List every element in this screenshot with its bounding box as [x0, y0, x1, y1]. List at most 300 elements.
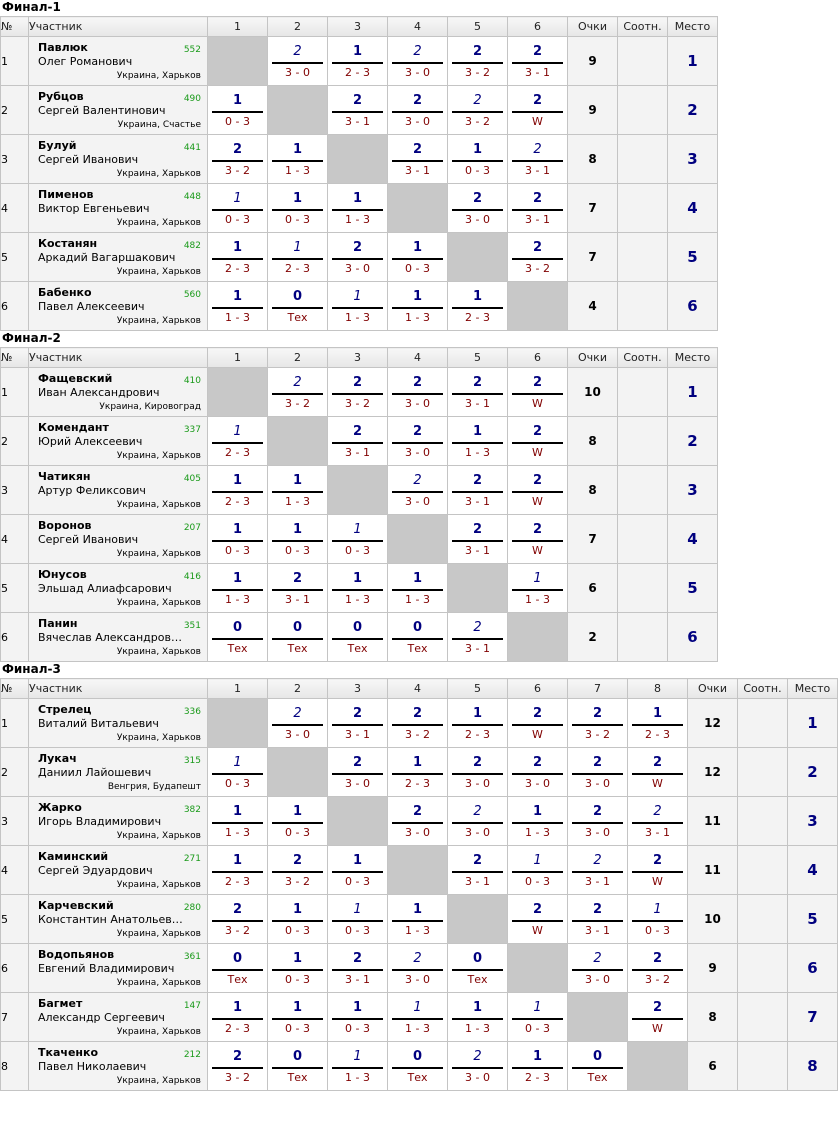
player-first-name: Павел Николаевич — [38, 1060, 147, 1073]
player-number: 4 — [1, 846, 29, 895]
col-ratio-header: Соотн. — [618, 348, 668, 368]
match-cell[interactable] — [268, 515, 328, 564]
match-points: 2 — [532, 706, 543, 721]
match-points: 2 — [592, 706, 603, 721]
points-cell: 10 — [688, 895, 738, 944]
match-cell[interactable] — [208, 233, 268, 282]
match-score: 0 - 3 — [285, 973, 310, 986]
player-location: Украина, Харьков — [116, 733, 201, 743]
ratio-cell — [738, 748, 788, 797]
match-cell[interactable] — [328, 993, 388, 1042]
match-score: 3 - 1 — [345, 115, 370, 128]
col-place-header: Место — [668, 348, 718, 368]
match-score: 3 - 1 — [645, 826, 670, 839]
match-cell[interactable] — [508, 184, 568, 233]
match-cell[interactable] — [628, 797, 688, 846]
ratio-cell — [618, 417, 668, 466]
match-cell[interactable] — [448, 613, 508, 662]
match-cell[interactable] — [388, 699, 448, 748]
match-cell[interactable] — [328, 417, 388, 466]
match-points: 2 — [412, 142, 423, 157]
match-cell[interactable] — [268, 1042, 328, 1091]
place-cell: 1 — [668, 368, 718, 417]
col-points-header: Очки — [568, 17, 618, 37]
points-cell: 4 — [568, 282, 618, 331]
match-points: 2 — [593, 853, 602, 868]
match-cell[interactable] — [208, 1042, 268, 1091]
match-cell[interactable] — [508, 748, 568, 797]
player-surname[interactable]: Комендант — [38, 421, 109, 434]
match-cell[interactable] — [628, 944, 688, 993]
score-divider — [512, 724, 563, 726]
match-cell[interactable] — [508, 37, 568, 86]
player-number: 3 — [1, 466, 29, 515]
match-points: 2 — [653, 804, 662, 819]
match-points: 0 — [592, 1049, 603, 1064]
match-cell[interactable] — [388, 368, 448, 417]
match-cell[interactable] — [268, 233, 328, 282]
match-cell[interactable] — [388, 282, 448, 331]
player-row — [1, 699, 838, 748]
points-cell: 11 — [688, 797, 738, 846]
ratio-cell — [738, 993, 788, 1042]
match-score: 1 - 3 — [465, 1022, 490, 1035]
group-title: Финал-1 — [2, 0, 61, 14]
match-points: 1 — [232, 473, 243, 488]
player-surname[interactable]: Воронов — [38, 519, 92, 532]
match-score: 2 - 3 — [405, 777, 430, 790]
match-cell[interactable] — [628, 993, 688, 1042]
score-divider — [512, 920, 563, 922]
match-points: 1 — [653, 902, 662, 917]
player-row — [1, 233, 718, 282]
score-divider — [572, 871, 623, 873]
match-cell[interactable] — [388, 993, 448, 1042]
score-divider — [512, 822, 563, 824]
score-divider — [512, 773, 563, 775]
match-points: 1 — [232, 93, 243, 108]
player-cell — [29, 515, 208, 564]
match-cell[interactable] — [568, 699, 628, 748]
match-cell[interactable] — [268, 135, 328, 184]
player-surname[interactable]: Лукач — [38, 752, 77, 765]
score-divider — [452, 1018, 503, 1020]
header-row — [1, 679, 838, 699]
points-cell: 12 — [688, 699, 738, 748]
col-place-header: Место — [668, 17, 718, 37]
match-score: 0 - 3 — [405, 262, 430, 275]
ratio-cell — [618, 515, 668, 564]
match-score: 1 - 3 — [405, 1022, 430, 1035]
match-cell[interactable] — [328, 944, 388, 993]
player-row — [1, 613, 718, 662]
match-cell[interactable] — [568, 846, 628, 895]
player-first-name: Евгений Владимирович — [38, 962, 175, 975]
col-opponent-header: 2 — [268, 679, 328, 699]
match-score: 3 - 2 — [345, 397, 370, 410]
col-opponent-header: 1 — [208, 348, 268, 368]
match-points: 1 — [472, 142, 483, 157]
score-divider — [572, 920, 623, 922]
match-cell[interactable] — [448, 135, 508, 184]
player-surname[interactable]: Фащевский — [38, 372, 113, 385]
score-divider — [512, 1018, 563, 1020]
match-cell[interactable] — [568, 895, 628, 944]
score-divider — [332, 1067, 383, 1069]
match-points: 2 — [592, 755, 603, 770]
match-cell[interactable] — [268, 993, 328, 1042]
score-divider — [212, 209, 263, 211]
match-points: 2 — [413, 44, 422, 59]
match-score: 3 - 2 — [645, 973, 670, 986]
match-cell[interactable] — [328, 37, 388, 86]
player-surname[interactable]: Багмет — [38, 997, 83, 1010]
points-cell: 6 — [568, 564, 618, 613]
match-points: 2 — [352, 706, 363, 721]
match-score: Тех — [347, 642, 368, 655]
place-cell: 4 — [668, 515, 718, 564]
ratio-cell — [618, 368, 668, 417]
match-cell[interactable] — [328, 368, 388, 417]
match-cell[interactable] — [208, 184, 268, 233]
col-player-header: Участник — [29, 348, 208, 368]
match-cell[interactable] — [448, 368, 508, 417]
player-row — [1, 368, 718, 417]
match-cell[interactable] — [328, 1042, 388, 1091]
match-cell[interactable] — [448, 184, 508, 233]
match-points: 2 — [472, 522, 483, 537]
match-cell[interactable] — [388, 797, 448, 846]
match-points: 1 — [353, 902, 362, 917]
match-cell[interactable] — [448, 417, 508, 466]
player-cell — [29, 135, 208, 184]
match-cell[interactable] — [448, 515, 508, 564]
match-cell[interactable] — [328, 515, 388, 564]
player-surname[interactable]: Павлюк — [38, 41, 88, 54]
match-cell[interactable] — [328, 613, 388, 662]
match-cell[interactable] — [448, 466, 508, 515]
match-cell[interactable] — [388, 233, 448, 282]
match-points: 2 — [232, 142, 243, 157]
ratio-cell — [618, 135, 668, 184]
standings-table — [0, 347, 718, 662]
player-cell — [29, 417, 208, 466]
match-cell[interactable] — [628, 699, 688, 748]
match-cell[interactable] — [508, 86, 568, 135]
match-score: 3 - 0 — [345, 262, 370, 275]
score-divider — [332, 969, 383, 971]
col-place-header: Место — [788, 679, 838, 699]
player-surname[interactable]: Жарко — [38, 801, 82, 814]
match-points: 0 — [292, 620, 303, 635]
match-points: 1 — [232, 1000, 243, 1015]
match-score: 3 - 1 — [345, 446, 370, 459]
match-cell[interactable] — [508, 564, 568, 613]
player-location: Украина, Харьков — [116, 647, 201, 657]
match-cell[interactable] — [208, 135, 268, 184]
match-points: 1 — [233, 755, 242, 770]
ratio-cell — [618, 37, 668, 86]
match-cell[interactable] — [328, 282, 388, 331]
player-cell — [29, 368, 208, 417]
match-cell[interactable] — [448, 944, 508, 993]
match-cell[interactable] — [628, 846, 688, 895]
points-cell: 9 — [688, 944, 738, 993]
score-divider — [452, 822, 503, 824]
match-score: 3 - 1 — [525, 66, 550, 79]
match-cell[interactable] — [388, 417, 448, 466]
match-cell[interactable] — [208, 993, 268, 1042]
match-cell[interactable] — [448, 37, 508, 86]
player-surname[interactable]: Юнусов — [38, 568, 87, 581]
match-cell[interactable] — [328, 233, 388, 282]
match-cell[interactable] — [628, 748, 688, 797]
player-first-name: Сергей Иванович — [38, 533, 139, 546]
score-divider — [212, 540, 263, 542]
match-cell[interactable] — [208, 748, 268, 797]
match-cell[interactable] — [388, 564, 448, 613]
match-cell[interactable] — [268, 282, 328, 331]
match-cell[interactable] — [268, 846, 328, 895]
match-score: 3 - 0 — [585, 777, 610, 790]
match-cell[interactable] — [328, 846, 388, 895]
player-surname[interactable]: Костанян — [38, 237, 98, 250]
player-surname[interactable]: Чатикян — [38, 470, 91, 483]
col-opponent-header: 3 — [328, 348, 388, 368]
match-score: Тех — [407, 642, 428, 655]
score-divider — [632, 920, 683, 922]
points-cell: 8 — [568, 466, 618, 515]
match-points: 2 — [352, 240, 363, 255]
match-cell[interactable] — [208, 613, 268, 662]
player-cell — [29, 748, 208, 797]
player-surname[interactable]: Стрелец — [38, 703, 92, 716]
match-cell[interactable] — [208, 895, 268, 944]
match-score: 3 - 2 — [225, 1071, 250, 1084]
player-rating: 410 — [183, 376, 201, 386]
col-opponent-header: 8 — [628, 679, 688, 699]
match-cell[interactable] — [328, 86, 388, 135]
match-cell[interactable] — [268, 466, 328, 515]
match-cell[interactable] — [628, 895, 688, 944]
col-opponent-header: 2 — [268, 17, 328, 37]
score-divider — [272, 638, 323, 640]
player-number: 4 — [1, 184, 29, 233]
match-cell[interactable] — [268, 613, 328, 662]
match-cell[interactable] — [208, 846, 268, 895]
match-cell[interactable] — [568, 797, 628, 846]
match-cell[interactable] — [208, 515, 268, 564]
match-cell[interactable] — [328, 184, 388, 233]
match-cell[interactable] — [568, 748, 628, 797]
place-cell: 6 — [668, 282, 718, 331]
match-cell[interactable] — [328, 564, 388, 613]
match-score: 1 - 3 — [405, 593, 430, 606]
score-divider — [272, 822, 323, 824]
match-score: 3 - 1 — [525, 164, 550, 177]
match-cell[interactable] — [388, 37, 448, 86]
match-score: 2 - 3 — [225, 495, 250, 508]
match-score: W — [532, 544, 543, 557]
self-cell — [508, 282, 568, 331]
match-cell[interactable] — [508, 368, 568, 417]
match-cell[interactable] — [448, 797, 508, 846]
match-cell[interactable] — [268, 797, 328, 846]
match-cell[interactable] — [388, 466, 448, 515]
match-cell[interactable] — [388, 895, 448, 944]
match-cell[interactable] — [328, 748, 388, 797]
match-points: 2 — [652, 951, 663, 966]
ratio-cell — [618, 282, 668, 331]
match-score: 3 - 0 — [585, 826, 610, 839]
match-cell[interactable] — [508, 895, 568, 944]
match-cell[interactable] — [388, 944, 448, 993]
match-cell[interactable] — [388, 86, 448, 135]
match-cell[interactable] — [448, 86, 508, 135]
self-cell — [328, 466, 388, 515]
col-opponent-header: 1 — [208, 679, 268, 699]
match-points: 1 — [292, 1000, 303, 1015]
match-cell[interactable] — [508, 466, 568, 515]
match-cell[interactable] — [508, 1042, 568, 1091]
match-cell[interactable] — [388, 748, 448, 797]
match-cell[interactable] — [208, 282, 268, 331]
player-first-name: Юрий Алексеевич — [38, 435, 143, 448]
match-cell[interactable] — [508, 135, 568, 184]
score-divider — [512, 540, 563, 542]
match-cell[interactable] — [268, 184, 328, 233]
match-score: Тех — [587, 1071, 608, 1084]
match-score: 3 - 2 — [405, 728, 430, 741]
match-score: 3 - 1 — [465, 544, 490, 557]
player-cell — [29, 37, 208, 86]
match-cell[interactable] — [268, 699, 328, 748]
match-cell[interactable] — [508, 797, 568, 846]
player-number: 5 — [1, 233, 29, 282]
place-cell: 5 — [668, 233, 718, 282]
match-score: 3 - 2 — [225, 924, 250, 937]
match-score: 0 - 3 — [285, 826, 310, 839]
match-cell[interactable] — [508, 993, 568, 1042]
match-cell[interactable] — [508, 515, 568, 564]
match-cell[interactable] — [388, 135, 448, 184]
score-divider — [392, 724, 443, 726]
match-cell[interactable] — [508, 233, 568, 282]
score-divider — [452, 969, 503, 971]
place-cell: 3 — [668, 466, 718, 515]
match-cell[interactable] — [568, 944, 628, 993]
match-cell[interactable] — [448, 1042, 508, 1091]
player-row — [1, 895, 838, 944]
player-cell — [29, 184, 208, 233]
player-row — [1, 37, 718, 86]
group-section — [0, 0, 839, 331]
score-divider — [272, 871, 323, 873]
match-cell[interactable] — [268, 37, 328, 86]
match-cell[interactable] — [268, 944, 328, 993]
match-score: 1 - 3 — [345, 1071, 370, 1084]
match-cell[interactable] — [448, 846, 508, 895]
match-cell[interactable] — [268, 895, 328, 944]
match-cell[interactable] — [328, 699, 388, 748]
match-score: 1 - 3 — [465, 446, 490, 459]
player-surname[interactable]: Панин — [38, 617, 78, 630]
match-score: Тех — [467, 973, 488, 986]
match-points: 2 — [532, 375, 543, 390]
player-surname[interactable]: Пименов — [38, 188, 94, 201]
player-location: Украина, Харьков — [116, 500, 201, 510]
match-cell[interactable] — [268, 564, 328, 613]
match-score: 2 - 3 — [345, 66, 370, 79]
match-points: 2 — [593, 951, 602, 966]
player-cell — [29, 233, 208, 282]
score-divider — [572, 1067, 623, 1069]
points-cell: 8 — [568, 135, 618, 184]
player-cell — [29, 895, 208, 944]
match-cell[interactable] — [268, 368, 328, 417]
match-cell[interactable] — [328, 895, 388, 944]
player-surname[interactable]: Бабенко — [38, 286, 92, 299]
player-surname[interactable]: Булуй — [38, 139, 77, 152]
match-points: 1 — [292, 902, 303, 917]
match-cell[interactable] — [208, 417, 268, 466]
player-surname[interactable]: Водопьянов — [38, 948, 115, 961]
match-points: 2 — [532, 424, 543, 439]
match-points: 1 — [232, 289, 243, 304]
match-cell[interactable] — [508, 699, 568, 748]
player-location: Украина, Харьков — [116, 218, 201, 228]
player-location: Украина, Харьков — [116, 978, 201, 988]
match-cell[interactable] — [448, 282, 508, 331]
score-divider — [452, 393, 503, 395]
col-opponent-header: 4 — [388, 679, 448, 699]
player-surname[interactable]: Карчевский — [38, 899, 114, 912]
points-cell: 9 — [568, 86, 618, 135]
match-cell[interactable] — [388, 613, 448, 662]
player-location: Украина, Харьков — [116, 1076, 201, 1086]
match-cell[interactable] — [568, 1042, 628, 1091]
match-cell[interactable] — [388, 1042, 448, 1091]
match-score: 3 - 1 — [465, 495, 490, 508]
match-cell[interactable] — [448, 699, 508, 748]
match-points: 0 — [232, 951, 243, 966]
score-divider — [332, 258, 383, 260]
match-points: 2 — [532, 93, 543, 108]
match-cell[interactable] — [208, 797, 268, 846]
ratio-cell — [618, 233, 668, 282]
match-points: 0 — [352, 620, 363, 635]
match-points: 2 — [472, 375, 483, 390]
match-cell[interactable] — [208, 466, 268, 515]
match-cell[interactable] — [508, 846, 568, 895]
match-cell[interactable] — [208, 944, 268, 993]
match-cell[interactable] — [208, 564, 268, 613]
score-divider — [332, 920, 383, 922]
score-divider — [572, 969, 623, 971]
match-points: 1 — [293, 240, 302, 255]
match-cell[interactable] — [508, 417, 568, 466]
score-divider — [392, 491, 443, 493]
score-divider — [272, 491, 323, 493]
player-surname[interactable]: Каминский — [38, 850, 109, 863]
match-cell[interactable] — [208, 86, 268, 135]
match-score: 0 - 3 — [465, 164, 490, 177]
player-surname[interactable]: Рубцов — [38, 90, 84, 103]
player-first-name: Александр Сергеевич — [38, 1011, 165, 1024]
match-cell[interactable] — [448, 993, 508, 1042]
match-cell[interactable] — [448, 748, 508, 797]
player-surname[interactable]: Ткаченко — [38, 1046, 99, 1059]
